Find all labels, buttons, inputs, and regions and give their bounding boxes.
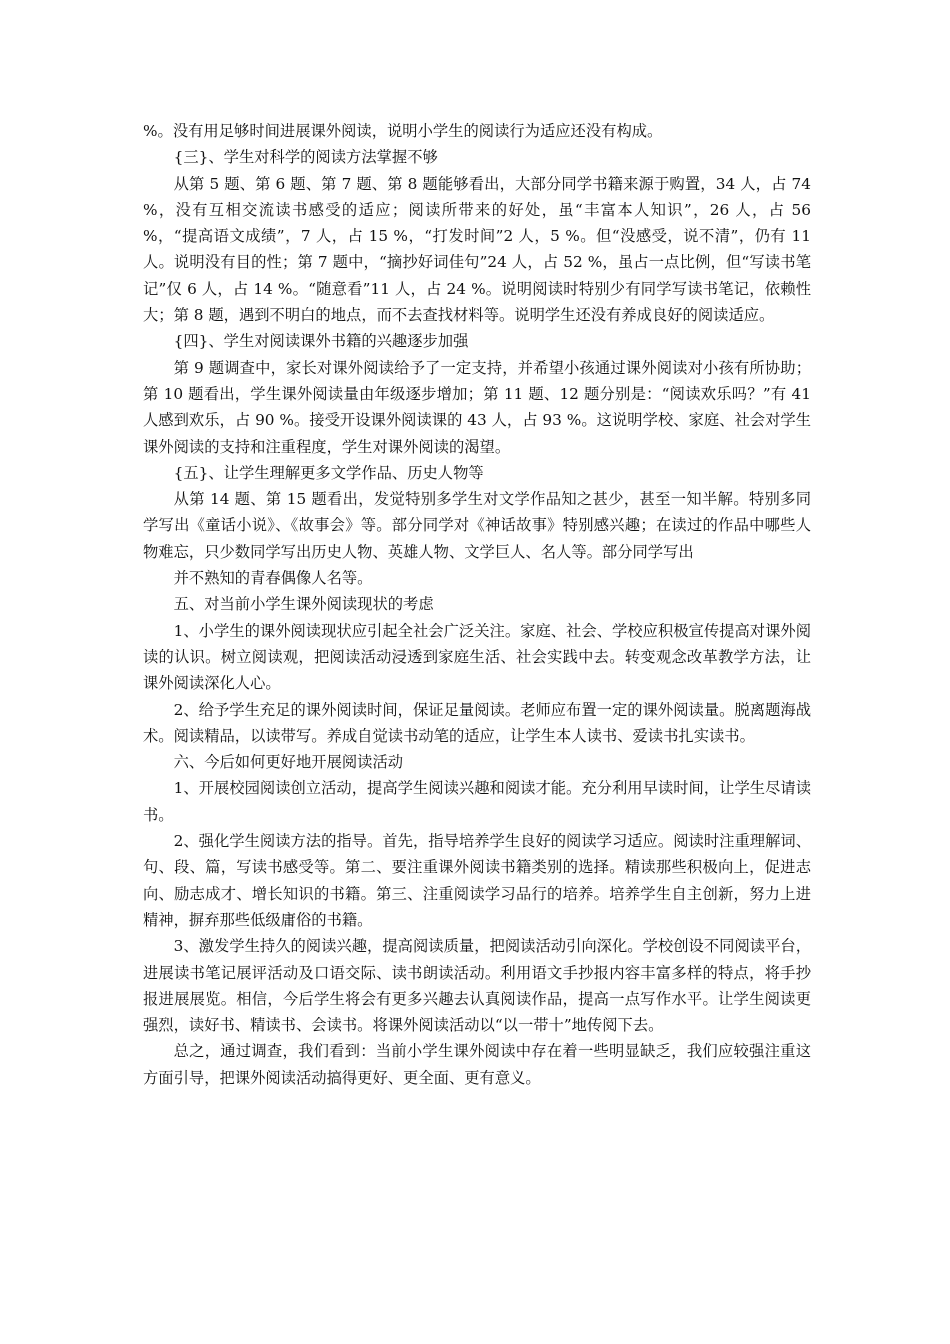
conclusion-paragraph: 总之，通过调查，我们看到：当前小学生课外阅读中存在着一些明显缺乏，我们应较强注重这方面引导，把课外阅读活动搞得更好、更全面、更有意义。 [143, 1042, 811, 1087]
section-heading-4: {四}、学生对阅读课外书籍的兴趣逐步加强 [173, 332, 469, 351]
chapter-heading-5: 五、对当前小学生课外阅读现状的考虑 [173, 595, 434, 614]
list-item: 3、激发学生持久的阅读兴趣，提高阅读质量，把阅读活动引向深化。学校创设不同阅读平台，进展读书笔记展评活动及口语交际、读书朗读活动。利用语文手抄报内容丰富多样的特点，将手抄报进展展览。相信，今后学生将会有更多兴趣去认真阅读作品，提高一点写作水平。让学生阅读更强烈，读好书、精读书、会读书。将课外阅读活动以“以一带十”地传阅下去。 [143, 937, 811, 1035]
paragraph-continuation: %。没有用足够时间进展课外阅读，说明小学生的阅读行为适应还没有构成。 [143, 122, 663, 140]
list-item: 1、小学生的课外阅读现状应引起全社会广泛关注。家庭、社会、学校应积极宣传提高对课外阅读的认识。树立阅读观，把阅读活动浸透到家庭生活、社会实践中去。转变观念改革教学方法，让课外阅读深化人心。 [143, 621, 811, 693]
section-heading-3: {三}、学生对科学的阅读方法掌握不够 [173, 148, 438, 167]
list-item: 2、给予学生充足的课外阅读时间，保证足量阅读。老师应布置一定的课外阅读量。脱离题海战术。阅读精品，以读带写。养成自觉读书动笔的适应，让学生本人读书、爱读书扎实读书。 [143, 700, 811, 745]
list-item: 2、强化学生阅读方法的指导。首先，指导培养学生良好的阅读学习适应。阅读时注重理解词、句、段、篇，写读书感受等。第二、要注重课外阅读书籍类别的选择。精读那些积极向上，促进志向、励志成才、增长知识的书籍。第三、注重阅读学习品行的培养。培养学生自主创新，努力上进精神，摒弃那些低级庸俗的书籍。 [143, 832, 811, 929]
paragraph: 第 9 题调查中，家长对课外阅读给予了一定支持，并希望小孩通过课外阅读对小孩有所协助；第 10 题看出，学生课外阅读量由年级逐步增加；第 11 题、12 题分别是：“阅读欢乐吗？”有 41 人感到欢乐，占 90 %。接受开设课外阅读课的 43 人，占 93 %。这说明学校、家庭、社会对学生课外阅读的支持和注重程度，学生对课外阅读的渴望。 [143, 358, 811, 456]
section-heading-5: {五}、让学生理解更多文学作品、历史人物等 [173, 463, 484, 482]
document-page [143, 118, 811, 1091]
chapter-heading-6: 六、今后如何更好地开展阅读活动 [173, 753, 404, 772]
list-item: 1、开展校园阅读创立活动，提高学生阅读兴趣和阅读才能。充分利用早读时间，让学生尽请读书。 [143, 779, 811, 824]
paragraph: 从第 14 题、第 15 题看出，发觉特别多学生对文学作品知之甚少，甚至一知半解。特别多同学写出《童话小说》、《故事会》等。部分同学对《神话故事》特别感兴趣；在读过的作品中哪些人物难忘，只少数同学写出历史人物、英雄人物、文学巨人、名人等。部分同学写出 [143, 490, 811, 561]
paragraph: 并不熟知的青春偶像人名等。 [173, 569, 373, 588]
paragraph: 从第 5 题、第 6 题、第 7 题、第 8 题能够看出，大部分同学书籍来源于购置，34 人，占 74 %，没有互相交流读书感受的适应；阅读所带来的好处，虽“丰富本人知识”，26 人，占 56 %，“提高语文成绩”，7 人，占 15 %，“打发时间”2 人，5 %。但“没感受，说不清”，仍有 11 人。说明没有目的性；第 7 题中，“摘抄好词佳句”24 人，占 52 %，虽占一点比例，但“写读书笔记”仅 6 人，占 14 %。“随意看”11 人，占 24 %。说明阅读时特别少有同学写读书笔记，依赖性大；第 8 题，遇到不明白的地点，而不去查找材料等。说明学生还没有养成良好的阅读适应。 [143, 174, 811, 325]
